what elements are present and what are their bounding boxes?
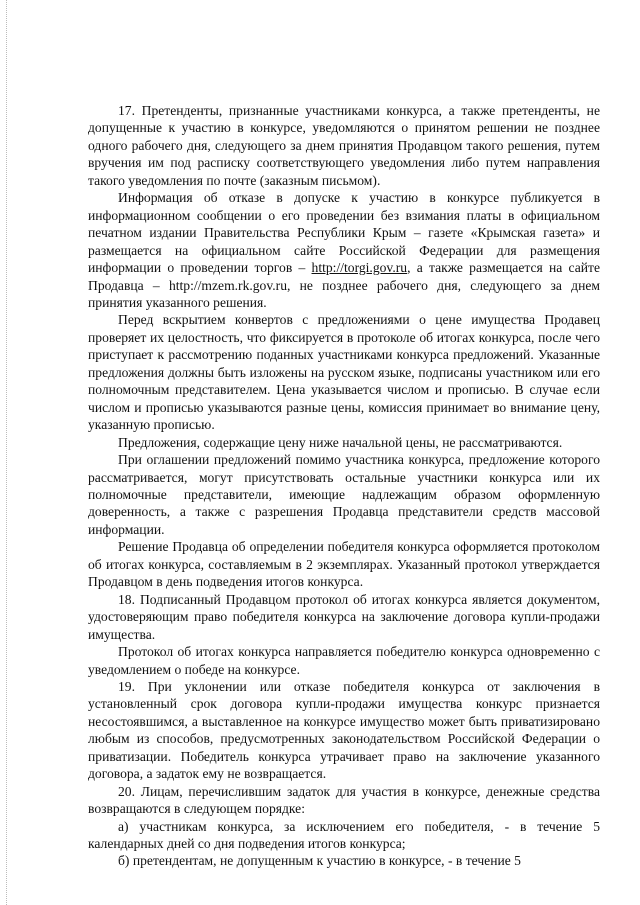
paragraph-announcement: При оглашении предложений помимо участника конкурса, предложение которого рассматривается, могут присутствовать остальные участники конкурса или их полномочные представители, имеющие надлежащим образом оформленную доверенность, а также с разрешения Продавца представители средств массовой информации. <box>88 452 600 537</box>
paragraph-17: 17. Претенденты, признанные участниками конкурса, а также претенденты, не допущенные к участию в конкурсе, уведомляются о принятом решении не позднее одного рабочего дня, следующего за днем принятия Продавцом такого решения, путем вручения им под расписку соответствующего уведомления либо путем направления такого уведомления по почте (заказным письмом). <box>88 103 600 188</box>
paragraph-20b: б) претендентам, не допущенным к участию в конкурсе, - в течение 5 <box>118 853 521 869</box>
paragraph-18: 18. Подписанный Продавцом протокол об итогах конкурса является документом, удостоверяющим право победителя конкурса на заключение договора купли-продажи имущества. <box>88 591 600 642</box>
paragraph-refusal-info-text: Информация об отказе в допуске к участию в конкурсе публикуется в информационном сообщении о его проведении без взимания платы в официальном печатном издании Правительства Республики Крым – газете «Крымская газета» и размещается на официальном сайте Российской Федерации для размещения информации о проведении торгов – <box>88 190 600 276</box>
document-body <box>88 102 600 870</box>
paragraph-protocol-sent: Протокол об итогах конкурса направляется победителю конкурса одновременно с уведомлением о победе на конкурсе. <box>88 644 600 677</box>
paragraph-envelope-opening: Перед вскрытием конвертов с предложениями о цене имущества Продавец проверяет их целостность, что фиксируется в протоколе об итогах конкурса, после чего приступает к рассмотрению поданных участниками конкурса предложений. Указанные предложения должны быть изложены на русском языке, подписаны участником или его полномочным представителем. Цена указывается числом и прописью. В случае если числом и прописью указываются разные цены, комиссия принимает во внимание цену, указанную прописью. <box>88 312 600 433</box>
scan-edge <box>6 0 8 905</box>
paragraph-20: 20. Лицам, перечислившим задаток для участия в конкурсе, денежные средства возвращаются в следующем порядке: <box>88 783 600 817</box>
paragraph-winner-decision: Решение Продавца об определении победителя конкурса оформляется протоколом об итогах конкурса, составляемым в 2 экземплярах. Указанный протокол утверждается Продавцом в день подведения итогов конкурса. <box>88 539 600 590</box>
torgi-link[interactable]: http://torgi.gov.ru <box>311 260 408 276</box>
paragraph-20a: а) участникам конкурса, за исключением его победителя, - в течение 5 календарных дней со дня подведения итогов конкурса; <box>88 818 600 852</box>
paragraph-low-price-offers: Предложения, содержащие цену ниже начальной цены, не рассматриваются. <box>118 434 563 450</box>
paragraph-refusal-info-tail: , а также размещается на сайте Продавца – http://mzem.rk.gov.ru, не позднее рабочего дня, следующего за днем принятия указанного решения. <box>88 260 601 310</box>
paragraph-19: 19. При уклонении или отказе победителя конкурса от заключения в установленный срок договора купли-продажи имущества конкурс признается несостоявшимся, а выставленное на конкурсе имущество может быть приватизировано любым из способов, предусмотренных законодательством Российской Федерации о приватизации. Победитель конкурса утрачивает право на заключение указанного договора, а задаток ему не возвращается. <box>88 678 600 782</box>
paragraph-refusal-info <box>88 189 600 311</box>
